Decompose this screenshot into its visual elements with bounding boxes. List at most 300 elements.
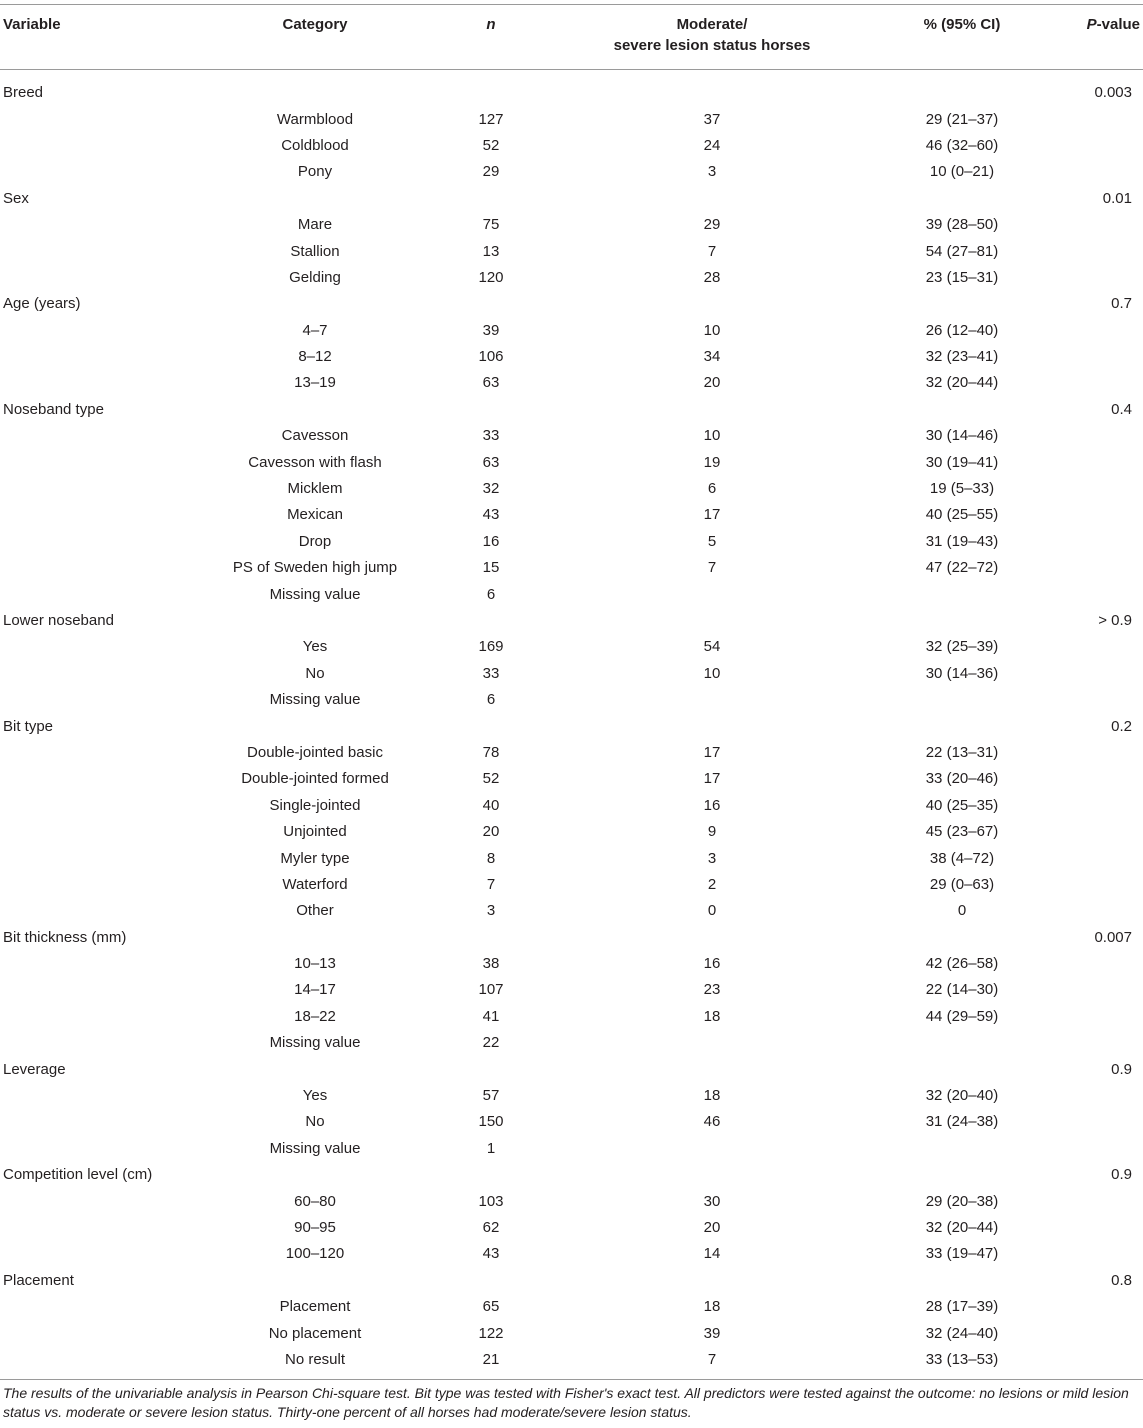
- cell-moderate-severe: 0: [707, 902, 717, 920]
- cell-p-value: [1052, 1136, 1143, 1162]
- cell-category: Gelding: [289, 268, 341, 286]
- cell-percent-ci: [872, 608, 1052, 634]
- table-row-category: [0, 449, 1143, 475]
- cell-p-value: [1052, 529, 1143, 555]
- cell-moderate-severe: [552, 608, 872, 634]
- table-row-category: [0, 529, 1143, 555]
- cell-category: Pony: [297, 163, 333, 181]
- cell-percent-ci: 22 (13–31): [925, 743, 999, 761]
- cell-percent-ci: 33 (20–46): [925, 770, 999, 788]
- univariable-analysis-table: [0, 4, 1143, 1380]
- cell-percent-ci: 31 (19–43): [925, 532, 999, 550]
- cell-variable: [0, 1004, 200, 1030]
- cell-moderate-severe: 9: [707, 823, 717, 841]
- cell-category: [200, 713, 430, 739]
- cell-moderate-severe: 7: [707, 242, 717, 260]
- cell-p-value: [1052, 449, 1143, 475]
- cell-moderate-severe: 5: [707, 532, 717, 550]
- cell-p-value: [1052, 793, 1143, 819]
- cell-n: 38: [482, 955, 500, 973]
- cell-variable: [0, 1241, 200, 1267]
- cell-moderate-severe: 19: [703, 453, 721, 471]
- cell-percent-ci: [872, 1030, 1052, 1056]
- cell-category: Drop: [298, 532, 332, 550]
- cell-category: [200, 1162, 430, 1188]
- table-row-category: [0, 106, 1143, 132]
- cell-moderate-severe: 37: [703, 110, 721, 128]
- cell-percent-ci: 31 (24–38): [925, 1113, 999, 1131]
- cell-n: [430, 608, 552, 634]
- cell-p-value: 0.003: [1094, 84, 1132, 102]
- cell-variable: [0, 1188, 200, 1214]
- cell-n: 43: [482, 1245, 500, 1263]
- cell-category: Placement: [279, 1298, 351, 1316]
- cell-percent-ci: 40 (25–35): [925, 796, 999, 814]
- cell-moderate-severe: 39: [703, 1324, 721, 1342]
- cell-moderate-severe: [552, 713, 872, 739]
- table-row-category: [0, 318, 1143, 344]
- cell-category: Unjointed: [283, 823, 347, 841]
- table-row-category: [0, 423, 1143, 449]
- cell-p-value: [1052, 766, 1143, 792]
- cell-moderate-severe: 34: [703, 348, 721, 366]
- table-header: [0, 5, 1143, 70]
- table-body: [0, 70, 1143, 1380]
- header-moderate-severe: [552, 5, 872, 70]
- cell-percent-ci: 39 (28–50): [925, 216, 999, 234]
- cell-variable: [0, 106, 200, 132]
- cell-percent-ci: [872, 925, 1052, 951]
- header-row: [0, 5, 1143, 70]
- cell-moderate-severe: 24: [703, 136, 721, 154]
- cell-category: Yes: [302, 638, 328, 656]
- cell-moderate-severe: [552, 70, 872, 107]
- cell-category: 10–13: [294, 955, 336, 973]
- cell-p-value: [1052, 951, 1143, 977]
- cell-moderate-severe: 29: [703, 216, 721, 234]
- cell-percent-ci: 38 (4–72): [929, 849, 995, 867]
- cell-p-value: [1052, 1215, 1143, 1241]
- cell-variable: [0, 872, 200, 898]
- cell-category: [200, 291, 430, 317]
- cell-variable: [0, 845, 200, 871]
- cell-moderate-severe: [552, 581, 872, 607]
- cell-moderate-severe: [552, 291, 872, 317]
- cell-category: [200, 1056, 430, 1082]
- cell-p-value: [1052, 740, 1143, 766]
- cell-percent-ci: 44 (29–59): [925, 1007, 999, 1025]
- header-percent-ci: % (95% CI): [923, 16, 1001, 33]
- cell-moderate-severe: 10: [703, 321, 721, 339]
- cell-category: No: [305, 664, 325, 682]
- table-row-category: [0, 951, 1143, 977]
- cell-percent-ci: 30 (14–46): [925, 427, 999, 445]
- cell-n: 52: [482, 136, 500, 154]
- cell-n: 8: [486, 849, 496, 867]
- cell-p-value: 0.7: [1111, 295, 1132, 313]
- cell-variable: Lower noseband: [3, 612, 114, 629]
- table-row-category: [0, 476, 1143, 502]
- cell-category: [200, 925, 430, 951]
- cell-percent-ci: [872, 581, 1052, 607]
- cell-percent-ci: [872, 70, 1052, 107]
- cell-category: Missing value: [269, 585, 361, 603]
- cell-n: 32: [482, 480, 500, 498]
- cell-category: Stallion: [290, 242, 340, 260]
- cell-variable: [0, 634, 200, 660]
- cell-p-value: [1052, 1109, 1143, 1135]
- cell-variable: [0, 661, 200, 687]
- cell-percent-ci: 32 (20–40): [925, 1087, 999, 1105]
- table-row-category: [0, 581, 1143, 607]
- cell-variable: Noseband type: [3, 400, 104, 418]
- cell-percent-ci: 10 (0–21): [929, 163, 995, 181]
- cell-n: 7: [486, 875, 496, 893]
- cell-n: 63: [482, 374, 500, 392]
- cell-p-value: [1052, 845, 1143, 871]
- cell-category: Cavesson with flash: [248, 453, 382, 471]
- cell-category: Warmblood: [276, 110, 354, 128]
- table-row-category: [0, 819, 1143, 845]
- cell-moderate-severe: [552, 1056, 872, 1082]
- cell-variable: [0, 159, 200, 185]
- table-row-category: [0, 793, 1143, 819]
- table-row-category: [0, 1030, 1143, 1056]
- cell-percent-ci: 32 (20–44): [925, 1218, 999, 1236]
- cell-n: 57: [482, 1087, 500, 1105]
- cell-percent-ci: 32 (23–41): [925, 348, 999, 366]
- cell-moderate-severe: 18: [703, 1298, 721, 1316]
- cell-moderate-severe: [552, 1162, 872, 1188]
- cell-percent-ci: [872, 687, 1052, 713]
- cell-n: [430, 1162, 552, 1188]
- cell-category: 18–22: [294, 1007, 336, 1025]
- cell-n: 169: [478, 638, 504, 656]
- table-row-category: [0, 766, 1143, 792]
- cell-percent-ci: [872, 186, 1052, 212]
- cell-percent-ci: 54 (27–81): [925, 242, 999, 260]
- cell-p-value: [1052, 634, 1143, 660]
- cell-category: Other: [296, 902, 334, 920]
- cell-n: 63: [482, 453, 500, 471]
- table-row-category: [0, 1294, 1143, 1320]
- cell-n: 43: [482, 506, 500, 524]
- cell-moderate-severe: 20: [703, 1218, 721, 1236]
- cell-p-value: [1052, 318, 1143, 344]
- cell-category: Missing value: [269, 691, 361, 709]
- cell-category: 14–17: [294, 981, 336, 999]
- cell-percent-ci: 29 (21–37): [925, 110, 999, 128]
- table-row-variable: [0, 713, 1143, 739]
- cell-moderate-severe: 16: [703, 955, 721, 973]
- cell-p-value: [1052, 1188, 1143, 1214]
- cell-p-value: [1052, 1320, 1143, 1346]
- cell-category: Mexican: [287, 506, 343, 524]
- table-row-variable: [0, 291, 1143, 317]
- cell-p-value: [1052, 423, 1143, 449]
- table-row-category: [0, 872, 1143, 898]
- cell-variable: Breed: [3, 84, 44, 102]
- table-row-category: [0, 1109, 1143, 1135]
- cell-percent-ci: 23 (15–31): [925, 268, 999, 286]
- cell-variable: [0, 793, 200, 819]
- cell-n: [430, 713, 552, 739]
- cell-n: [430, 186, 552, 212]
- table-row-category: [0, 898, 1143, 924]
- table-row-variable: [0, 1162, 1143, 1188]
- cell-moderate-severe: 10: [703, 664, 721, 682]
- table-row-category: [0, 555, 1143, 581]
- cell-variable: [0, 238, 200, 264]
- cell-percent-ci: 29 (20–38): [925, 1192, 999, 1210]
- cell-category: 60–80: [294, 1192, 336, 1210]
- cell-n: 75: [482, 216, 500, 234]
- cell-variable: Bit type: [3, 717, 54, 735]
- cell-variable: [0, 212, 200, 238]
- cell-category: 100–120: [285, 1245, 345, 1263]
- cell-n: 106: [478, 348, 504, 366]
- cell-p-value: 0.9: [1111, 1166, 1132, 1184]
- cell-moderate-severe: 3: [707, 849, 717, 867]
- cell-percent-ci: 30 (14–36): [925, 664, 999, 682]
- cell-n: 127: [478, 110, 504, 128]
- cell-moderate-severe: [552, 186, 872, 212]
- cell-category: No placement: [268, 1324, 362, 1342]
- header-n-text: n: [486, 16, 496, 33]
- table-row-category: [0, 344, 1143, 370]
- cell-p-value: [1052, 159, 1143, 185]
- cell-p-value: [1052, 238, 1143, 264]
- cell-variable: Bit thickness (mm): [3, 928, 127, 946]
- cell-n: [430, 397, 552, 423]
- cell-n: 1: [486, 1139, 496, 1157]
- cell-variable: [0, 265, 200, 291]
- table-row-category: [0, 1136, 1143, 1162]
- cell-n: 13: [482, 242, 500, 260]
- cell-moderate-severe: 10: [703, 427, 721, 445]
- table-row-category: [0, 238, 1143, 264]
- cell-n: [430, 1268, 552, 1294]
- header-variable: Variable: [3, 16, 61, 33]
- cell-p-value: 0.9: [1111, 1060, 1132, 1078]
- table-row-variable: [0, 608, 1143, 634]
- cell-n: 6: [486, 585, 496, 603]
- cell-percent-ci: 32 (25–39): [925, 638, 999, 656]
- cell-category: [200, 608, 430, 634]
- cell-p-value: [1052, 1004, 1143, 1030]
- cell-category: Double-jointed formed: [241, 770, 389, 788]
- table-row-category: [0, 845, 1143, 871]
- cell-n: 3: [486, 902, 496, 920]
- cell-p-value: 0.2: [1111, 717, 1132, 735]
- cell-variable: [0, 555, 200, 581]
- table-row-variable: [0, 397, 1143, 423]
- cell-variable: [0, 1109, 200, 1135]
- cell-n: 122: [478, 1324, 504, 1342]
- cell-variable: [0, 977, 200, 1003]
- cell-category: Cavesson: [281, 427, 349, 445]
- cell-n: 39: [482, 321, 500, 339]
- cell-moderate-severe: 6: [707, 480, 717, 498]
- cell-percent-ci: [872, 1162, 1052, 1188]
- cell-n: 107: [478, 981, 504, 999]
- table-row-category: [0, 1083, 1143, 1109]
- cell-percent-ci: [872, 1056, 1052, 1082]
- cell-n: 150: [478, 1113, 504, 1131]
- cell-variable: [0, 1347, 200, 1380]
- cell-category: 90–95: [294, 1218, 336, 1236]
- cell-percent-ci: 19 (5–33): [929, 480, 995, 498]
- cell-variable: [0, 1030, 200, 1056]
- cell-p-value: [1052, 661, 1143, 687]
- header-moderate-line1: Moderate/: [676, 16, 748, 33]
- cell-moderate-severe: [552, 925, 872, 951]
- cell-category: 8–12: [298, 348, 332, 366]
- cell-p-value: [1052, 265, 1143, 291]
- table-row-variable: [0, 186, 1143, 212]
- cell-category: No result: [284, 1350, 346, 1368]
- cell-moderate-severe: 2: [707, 875, 717, 893]
- cell-category: Coldblood: [281, 136, 349, 154]
- cell-variable: [0, 1215, 200, 1241]
- table-row-category: [0, 370, 1143, 396]
- cell-moderate-severe: 28: [703, 268, 721, 286]
- cell-n: 15: [482, 559, 500, 577]
- cell-p-value: [1052, 212, 1143, 238]
- table-row-category: [0, 1188, 1143, 1214]
- cell-variable: [0, 819, 200, 845]
- cell-category: [200, 186, 430, 212]
- cell-moderate-severe: 7: [707, 1350, 717, 1368]
- table-row-category: [0, 502, 1143, 528]
- table-row-category: [0, 159, 1143, 185]
- cell-moderate-severe: 17: [703, 770, 721, 788]
- table-row-category: [0, 740, 1143, 766]
- cell-n: 52: [482, 770, 500, 788]
- cell-n: 78: [482, 743, 500, 761]
- header-p-value: [1052, 5, 1143, 70]
- cell-moderate-severe: 17: [703, 743, 721, 761]
- cell-variable: Sex: [3, 189, 29, 207]
- cell-moderate-severe: 23: [703, 981, 721, 999]
- cell-moderate-severe: 54: [703, 638, 721, 656]
- cell-p-value: 0.8: [1111, 1271, 1132, 1289]
- cell-moderate-severe: [552, 397, 872, 423]
- cell-percent-ci: 30 (19–41): [925, 453, 999, 471]
- table-row-category: [0, 1215, 1143, 1241]
- cell-n: 103: [478, 1192, 504, 1210]
- cell-p-value: [1052, 502, 1143, 528]
- table-row-category: [0, 1347, 1143, 1380]
- cell-percent-ci: 0: [957, 902, 967, 920]
- cell-percent-ci: 42 (26–58): [925, 955, 999, 973]
- cell-n: 29: [482, 163, 500, 181]
- cell-moderate-severe: 30: [703, 1192, 721, 1210]
- cell-variable: Placement: [3, 1271, 74, 1289]
- cell-n: 40: [482, 796, 500, 814]
- cell-p-value: 0.007: [1094, 928, 1132, 946]
- cell-moderate-severe: 14: [703, 1245, 721, 1263]
- cell-percent-ci: 22 (14–30): [925, 981, 999, 999]
- cell-variable: [0, 476, 200, 502]
- cell-percent-ci: 32 (20–44): [925, 374, 999, 392]
- cell-p-value: [1052, 476, 1143, 502]
- cell-category: Micklem: [287, 480, 343, 498]
- table-row-category: [0, 1004, 1143, 1030]
- cell-variable: [0, 1320, 200, 1346]
- cell-category: 4–7: [302, 321, 328, 339]
- cell-moderate-severe: [552, 687, 872, 713]
- cell-variable: [0, 502, 200, 528]
- cell-percent-ci: [872, 713, 1052, 739]
- cell-p-value: 0.01: [1102, 189, 1132, 207]
- cell-moderate-severe: 20: [703, 374, 721, 392]
- cell-n: 120: [478, 268, 504, 286]
- cell-percent-ci: [872, 1268, 1052, 1294]
- cell-n: [430, 291, 552, 317]
- cell-percent-ci: [872, 1136, 1052, 1162]
- cell-variable: [0, 423, 200, 449]
- cell-p-value: 0.4: [1111, 400, 1132, 418]
- cell-n: 22: [482, 1034, 500, 1052]
- cell-n: 21: [482, 1350, 500, 1368]
- cell-n: 33: [482, 664, 500, 682]
- table-row-category: [0, 212, 1143, 238]
- table-row-category: [0, 977, 1143, 1003]
- cell-n: 16: [482, 532, 500, 550]
- cell-variable: [0, 529, 200, 555]
- cell-percent-ci: 40 (25–55): [925, 506, 999, 524]
- cell-n: 33: [482, 427, 500, 445]
- cell-variable: [0, 449, 200, 475]
- cell-category: Missing value: [269, 1139, 361, 1157]
- cell-n: 62: [482, 1218, 500, 1236]
- cell-category: PS of Sweden high jump: [232, 559, 398, 577]
- table-row-category: [0, 133, 1143, 159]
- cell-p-value: [1052, 687, 1143, 713]
- header-p-rest: -value: [1096, 16, 1140, 33]
- cell-category: [200, 397, 430, 423]
- cell-percent-ci: [872, 291, 1052, 317]
- cell-variable: [0, 133, 200, 159]
- cell-category: Waterford: [282, 875, 348, 893]
- cell-p-value: [1052, 1030, 1143, 1056]
- table-caption: The results of the univariable analysis in Pearson Chi-square test. Bit type was tested with Fisher's exact test. All predictors were tested against the outcome: no lesions or mild lesion status vs. moderate or severe lesion status. Thirty-one percent of all horses had moderate/severe lesion status.: [3, 1385, 1129, 1421]
- header-n: [430, 5, 552, 70]
- cell-variable: [0, 687, 200, 713]
- table-row-category: [0, 687, 1143, 713]
- cell-percent-ci: 26 (12–40): [925, 321, 999, 339]
- table-row-category: [0, 1241, 1143, 1267]
- cell-n: [430, 1056, 552, 1082]
- cell-variable: [0, 581, 200, 607]
- cell-variable: [0, 1136, 200, 1162]
- cell-variable: [0, 1294, 200, 1320]
- cell-variable: Leverage: [3, 1060, 66, 1078]
- cell-variable: [0, 344, 200, 370]
- cell-p-value: [1052, 344, 1143, 370]
- cell-category: [200, 70, 430, 107]
- cell-n: 6: [486, 691, 496, 709]
- header-moderate-line2: severe lesion status horses: [613, 37, 811, 54]
- table-row-variable: [0, 1268, 1143, 1294]
- table-row-category: [0, 661, 1143, 687]
- cell-n: 65: [482, 1298, 500, 1316]
- cell-n: 20: [482, 823, 500, 841]
- cell-category: Myler type: [280, 849, 350, 867]
- cell-variable: [0, 740, 200, 766]
- table-row-variable: [0, 70, 1143, 107]
